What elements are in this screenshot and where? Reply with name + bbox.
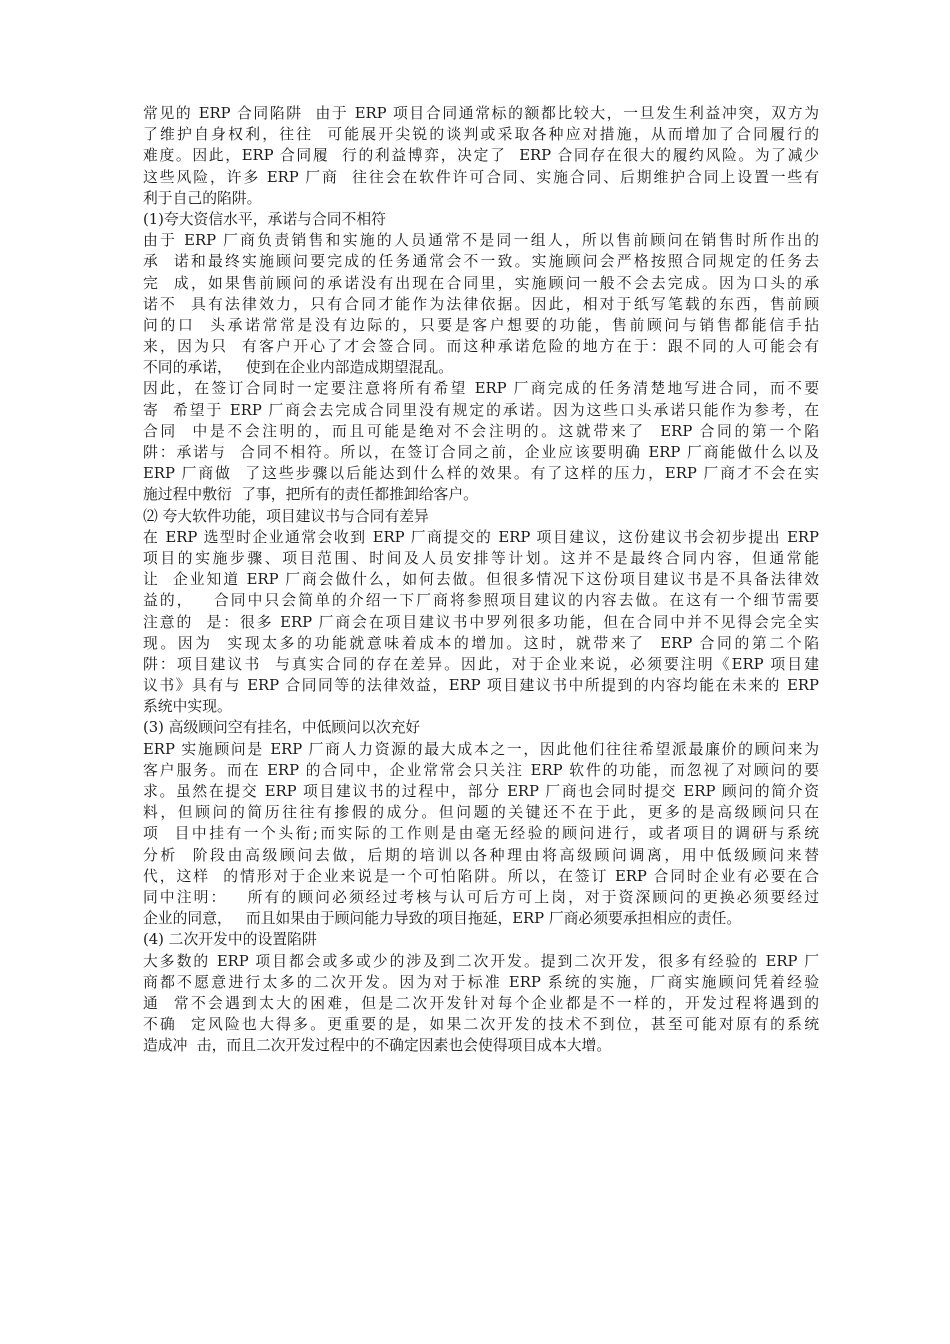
text-line: 诺不 具有法律效力，只有合同才能作为法律依据。因此，相对于纸写笔载的东西，售前顾 (143, 295, 819, 313)
section-heading (143, 929, 819, 950)
heading-line: (3) 高级顾问空有挂名，中低顾问以次充好 (143, 719, 421, 737)
text-line: 完 成，如果售前顾问的承诺没有出现在合同里，实施顾问一般不会去完成。因为口头的承 (143, 274, 819, 292)
text-line: 因此，在签订合同时一定要注意将所有希望 ERP 厂商完成的任务清楚地写进合同，而不要 (143, 380, 819, 398)
paragraph (143, 378, 819, 505)
text-line: 企业的同意， 而且如果由于顾问能力导致的项目拖延，ERP 厂商必须要承担相应的责任。 (143, 910, 742, 928)
text-line: 来，因为只 有客户开心了才会签合同。而这种承诺危险的地方在于：跟不同的人可能会有 (143, 338, 819, 356)
text-line: 难度。因此，ERP 合同履 行的利益博弈，决定了 ERP 合同存在很大的履约风险。为了减少 (143, 147, 819, 165)
paragraph (143, 230, 819, 378)
text-line: 寄 希望于 ERP 厂商会去完成合同里没有规定的承诺。因为这些口头承诺只能作为参考，在 (143, 401, 819, 419)
text-line: 求。虽然在提交 ERP 项目建议书的过程中，部分 ERP 厂商也会同时提交 ERP 顾问的简介资 (143, 783, 819, 800)
section-heading (143, 209, 819, 230)
paragraph (143, 739, 819, 930)
text-line: 议书》具有与 ERP 合同同等的法律效益，ERP 项目建议书中所提到的内容均能在未来的 ERP (143, 677, 819, 695)
text-line: 益的， 合同中只会简单的介绍一下厂商将参照项目建议的内容去做。在这有一个细节需要 (143, 592, 819, 610)
text-line: 合同 中是不会注明的，而且可能是绝对不会注明的。这就带来了 ERP 合同的第一个陷 (143, 422, 819, 440)
text-line: 常见的 ERP 合同陷阱 由于 ERP 项目合同通常标的额都比较大，一旦发生利益冲突，双方为 (143, 105, 819, 122)
heading-line: (1)夸大资信水平，承诺与合同不相符 (143, 210, 386, 228)
text-line: 了维护自身权利，往往 可能展开尖锐的谈判或采取各种应对措施，从而增加了合同履行的 (143, 126, 819, 144)
text-line: 通 常不会遇到太大的困难，但是二次开发针对每个企业都是不一样的，开发过程将遇到的 (143, 994, 819, 1012)
text-line: 项目的实施步骤、项目范围、时间及人员安排等计划。这并不是最终合同内容，但通常能 (143, 549, 819, 567)
text-line: 利于自己的陷阱。 (143, 189, 262, 207)
document-page (143, 103, 819, 1056)
text-line: 客户服务。而在 ERP 的合同中，企业常常会只关注 ERP 软件的功能，而忽视了对顾问的要 (143, 761, 819, 779)
text-line: 造成冲 击，而且二次开发过程中的不确定因素也会使得项目成本大增。 (143, 1037, 612, 1055)
text-line: 不确 定风险也大得多。更重要的是，如果二次开发的技术不到位，甚至可能对原有的系统 (143, 1016, 819, 1034)
text-line: 同中注明： 所有的顾问必须经过考核与认可后方可上岗，对于资深顾问的更换必须要经过 (143, 888, 819, 906)
heading-line: (4) 二次开发中的设置陷阱 (143, 931, 317, 949)
text-line: 项 目中挂有一个头衔;而实际的工作则是由毫无经验的顾问进行，或者项目的调研与系统 (143, 825, 819, 843)
text-line: 在 ERP 选型时企业通常会收到 ERP 厂商提交的 ERP 项目建议，这份建议书会初步提出 ERP (143, 528, 819, 546)
text-line: 大多数的 ERP 项目都会或多或少的涉及到二次开发。提到二次开发，很多有经验的 ERP 厂 (143, 952, 819, 970)
heading-line: ⑵ 夸大软件功能，项目建议书与合同有差异 (143, 507, 429, 525)
text-line: 由于 ERP 厂商负责销售和实施的人员通常不是同一组人，所以售前顾问在销售时所作出的 (143, 232, 819, 250)
text-line: 阱：承诺与 合同不相符。所以，在签订合同之前，企业应该要明确 ERP 厂商能做什么以及 (143, 444, 819, 461)
text-line: ERP 实施顾问是 ERP 厂商人力资源的最大成本之一，因此他们往往希望派最廉价的顾问来为 (143, 740, 819, 758)
text-line: 现。因为 实现太多的功能就意味着成本的增加。这时，就带来了 ERP 合同的第二个陷 (143, 634, 819, 652)
text-line: ERP 厂商做 了这些步骤以后能达到什么样的效果。有了这样的压力，ERP 厂商才不会在实 (143, 465, 819, 483)
text-line: 料，但顾问的简历往往有掺假的成分。但问题的关键还不在于此，更多的是高级顾问只在 (143, 804, 819, 822)
text-line: 让 企业知道 ERP 厂商会做什么，如何去做。但很多情况下这份项目建议书是不具备法律效 (143, 571, 819, 589)
text-line: 这些风险，许多 ERP 厂商 往往会在软件许可合同、实施合同、后期维护合同上设置一些有 (143, 168, 819, 186)
text-line: 商都不愿意进行太多的二次开发。因为对于标准 ERP 系统的实施，厂商实施顾问凭着经验 (143, 973, 819, 991)
text-line: 不同的承诺， 使到在企业内部造成期望混乱。 (143, 359, 454, 377)
text-line: 承 诺和最终实施顾问要完成的任务通常会不一致。实施顾问会严格按照合同规定的任务去 (143, 253, 819, 271)
text-line: 代，这样 的情形对于企业来说是一个可怕陷阱。所以，在签订 ERP 合同时企业有必要在合 (143, 867, 819, 885)
text-line: 分析 阶段由高级顾问去做，后期的培训以各种理由将高级顾问调离，用中低级顾问来替 (143, 846, 819, 864)
section-heading (143, 717, 819, 738)
text-line: 问的口 头承诺常常是没有边际的，只要是客户想要的功能，售前顾问与销售都能信手拈 (143, 316, 819, 334)
paragraph (143, 951, 819, 1057)
text-line: 注意的 是：很多 ERP 厂商会在项目建议书中罗列很多功能，但在合同中并不见得会完全实 (143, 613, 819, 631)
text-line: 系统中实现。 (143, 698, 232, 716)
section-heading (143, 506, 819, 527)
paragraph (143, 103, 819, 209)
text-line: 阱：项目建议书 与真实合同的存在差异。因此，对于企业来说，必须要注明《ERP 项目建 (143, 655, 819, 673)
paragraph (143, 527, 819, 718)
text-line: 施过程中敷衍 了事，把所有的责任都推卸给客户。 (143, 486, 478, 504)
